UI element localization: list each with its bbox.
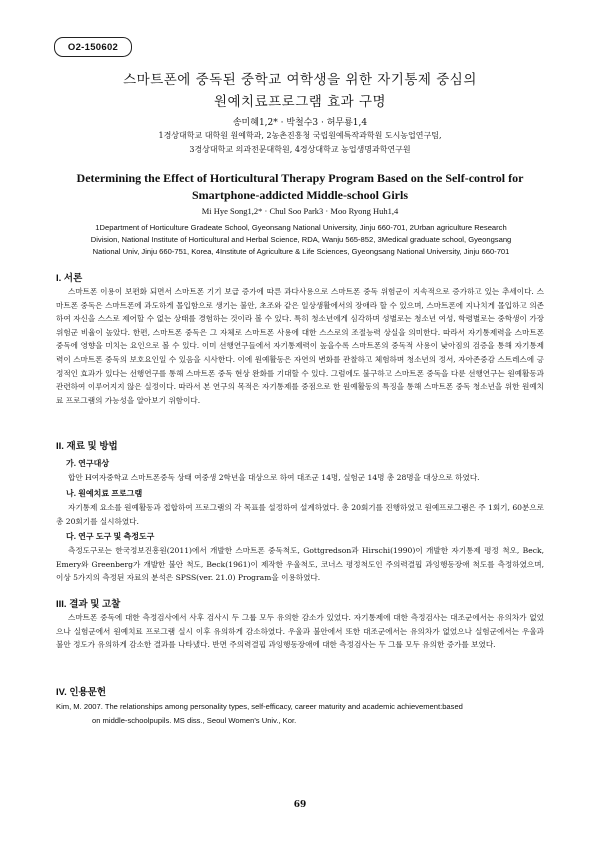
subheading-subjects: 가. 연구대상 [66, 459, 110, 468]
korean-affiliation-line-1: 1경상대학교 대학원 원예학과, 2농촌진흥청 국립원예특작과학원 도시농업연구팀, [158, 131, 442, 140]
program-paragraph: 자기통제 요소를 원예활동과 접합하여 프로그램의 각 목표를 설정하여 설계하였다. 총 20회기를 진행하였고 원예프로그램은 주 1회기, 60분으로 총 20회기를 실시하였다. [56, 503, 544, 526]
subjects-paragraph: 합안 H여자중학교 스마트폰중독 상태 여중생 2학년을 대상으로 하여 대조군 14명, 실험군 14명 총 28명을 대상으로 하였다. [68, 473, 480, 482]
section-heading-materials-methods: II. 재료 및 방법 [56, 441, 118, 452]
section-heading-references: IV. 인용문헌 [56, 687, 107, 698]
english-affiliation-line-2: Division, National Institute of Horticultural and Herbal Science, RDA, Wanju 565-852, 3Medical graduate school, Gyeongsang [90, 235, 512, 244]
korean-affiliation-line-2: 3경상대학교 의과전문대학원, 4경상대학교 농업생명과학연구원 [189, 145, 411, 154]
subheading-instruments: 다. 연구 도구 및 측정도구 [66, 532, 155, 541]
english-title-line-1: Determining the Effect of Horticultural Therapy Program Based on the Self-control for [76, 171, 524, 185]
korean-title-line-1: 스마트폰에 중독된 중학교 여학생을 위한 자기통제 중심의 [123, 72, 477, 88]
korean-title-line-2: 원예치료프로그램 효과 구명 [213, 94, 387, 110]
introduction-paragraph: 스마트폰 이용이 보편화 되면서 스마트폰 기기 보급 증가에 따른 과다사용으로 스마트폰 중독 위험군이 지속적으로 증가하고 있는 추세이다. 스마트폰 중독은 스마트폰에 과도하게 몰입함으로 생기는 불안, 초조와 같은 일상생활에서의 장애라 할 수 있으며, 스마트폰에 지나치게 몰입하고 의존하여 자신을 스스로 제어할 수 없는 상태를 경험하는 것이라 볼 수 있다. 특히 청소년에게 심각하며 성별로는 청소년 여성, 학령별로는 중학생이 가장 위험군 비율이 높았다. 한편, 스마트폰 중독은 그 자체로 스마트폰 사용에 대한 스스로의 조절능력 상실을 의미한다. 따라서 자기통제력을 스마트폰 중독에 영향을 미치는 요인으로 볼 수 있다. 이미 선행연구들에서 자기통제력이 높을수록 스마트폰의 중독적 사용이 낮아짐의 검증을 통해 자기통제력이 스마트폰 중독의 보호요인일 수 있음을 시사한다. 이에 원예활동은 자연의 변화를 관찰하고 체험하며 청소년의 정서, 자아존중감 스트레스에 긍정적인 효과가 있다는 선행연구를 통해 스마트폰 중독 현상 완화를 기대할 수 있다. 그럼에도 불구하고 스마트폰 중독을 다룬 선행연구는 원예활동과 관련하여 이루어지지 않은 실정이다. 따라서 본 연구의 목적은 자기통제를 중점으로 한 원예활동의 특징을 통해 스마트폰 중독 청소년을 위한 원예치료 프로그램의 가능성을 알아보기 위함이다. [56, 287, 544, 405]
section-heading-results: III. 결과 및 고찰 [56, 599, 121, 610]
reference-entry [56, 700, 544, 727]
korean-authors: 송미혜1,2* · 박철수3 · 허무룡1,4 [232, 118, 368, 128]
english-affiliation-line-3: National Univ, Jinju 660-751, Korea, 4Institute of Agriculture & Life Sciences, Gyeongsang National University, Jinju 660-701 [92, 247, 510, 256]
english-authors: Mi Hye Song1,2* · Chul Soo Park3 · Moo Ryong Huh1,4 [201, 206, 399, 216]
english-title-line-2: Smartphone-addicted Middle-school Girls [191, 188, 408, 202]
subheading-program: 나. 원예치료 프로그램 [66, 489, 143, 498]
english-affiliation-line-1: 1Department of Horticulture Gradeate School, Gyeonsang National University, Jinju 660-701, 2Urban agriculture Research [95, 223, 507, 232]
results-paragraph: 스마트폰 중독에 대한 측정검사에서 사후 검사시 두 그룹 모두 유의한 감소가 있었다. 자기통제에 대한 측정검사는 대조군에서는 유의차가 없었으나 실험군에서 원예치료 프로그램 실시 이후 유의하게 감소하였다. 우울과 불안에서 또한 대조군에서는 유의차가 없었으나 실험군에서는 우울과 불안 정도가 유의하게 감소한 결과를 나타냈다. 반면 주의력결핍 과잉행동장애에 대한 측정검사는 두 그룹 모두 유의한 증가를 보였다. [56, 613, 544, 650]
instruments-paragraph: 측정도구로는 한국정보진흥원(2011)에서 개발한 스마트폰 중독척도, Gottgredson과 Hirschi(1990)이 개발한 자기통제 평정 척오, Beck, Emery와 Greenberg가 개발한 불안 척도, Beck(1961)이 제작한 우울척도, 코너스 평정척도인 주의력결핍 과잉행동장애 척도를 측정하였으며, 이상 5가지의 측정된 자료의 분석은 SPSS(ver. 21.0) Program을 이용하였다. [56, 546, 544, 583]
reference-line-2: on middle-schoolpupils. MS diss., Seoul Women's Univ., Kor. [92, 715, 297, 725]
abstract-id-badge: O2-150602 [54, 37, 132, 57]
page-number: 69 [293, 800, 307, 810]
reference-line-1: Kim, M. 2007. The relationships among personality types, self-efficacy, career maturity and academic achievement:based [56, 702, 463, 711]
section-heading-introduction: I. 서론 [56, 273, 83, 284]
